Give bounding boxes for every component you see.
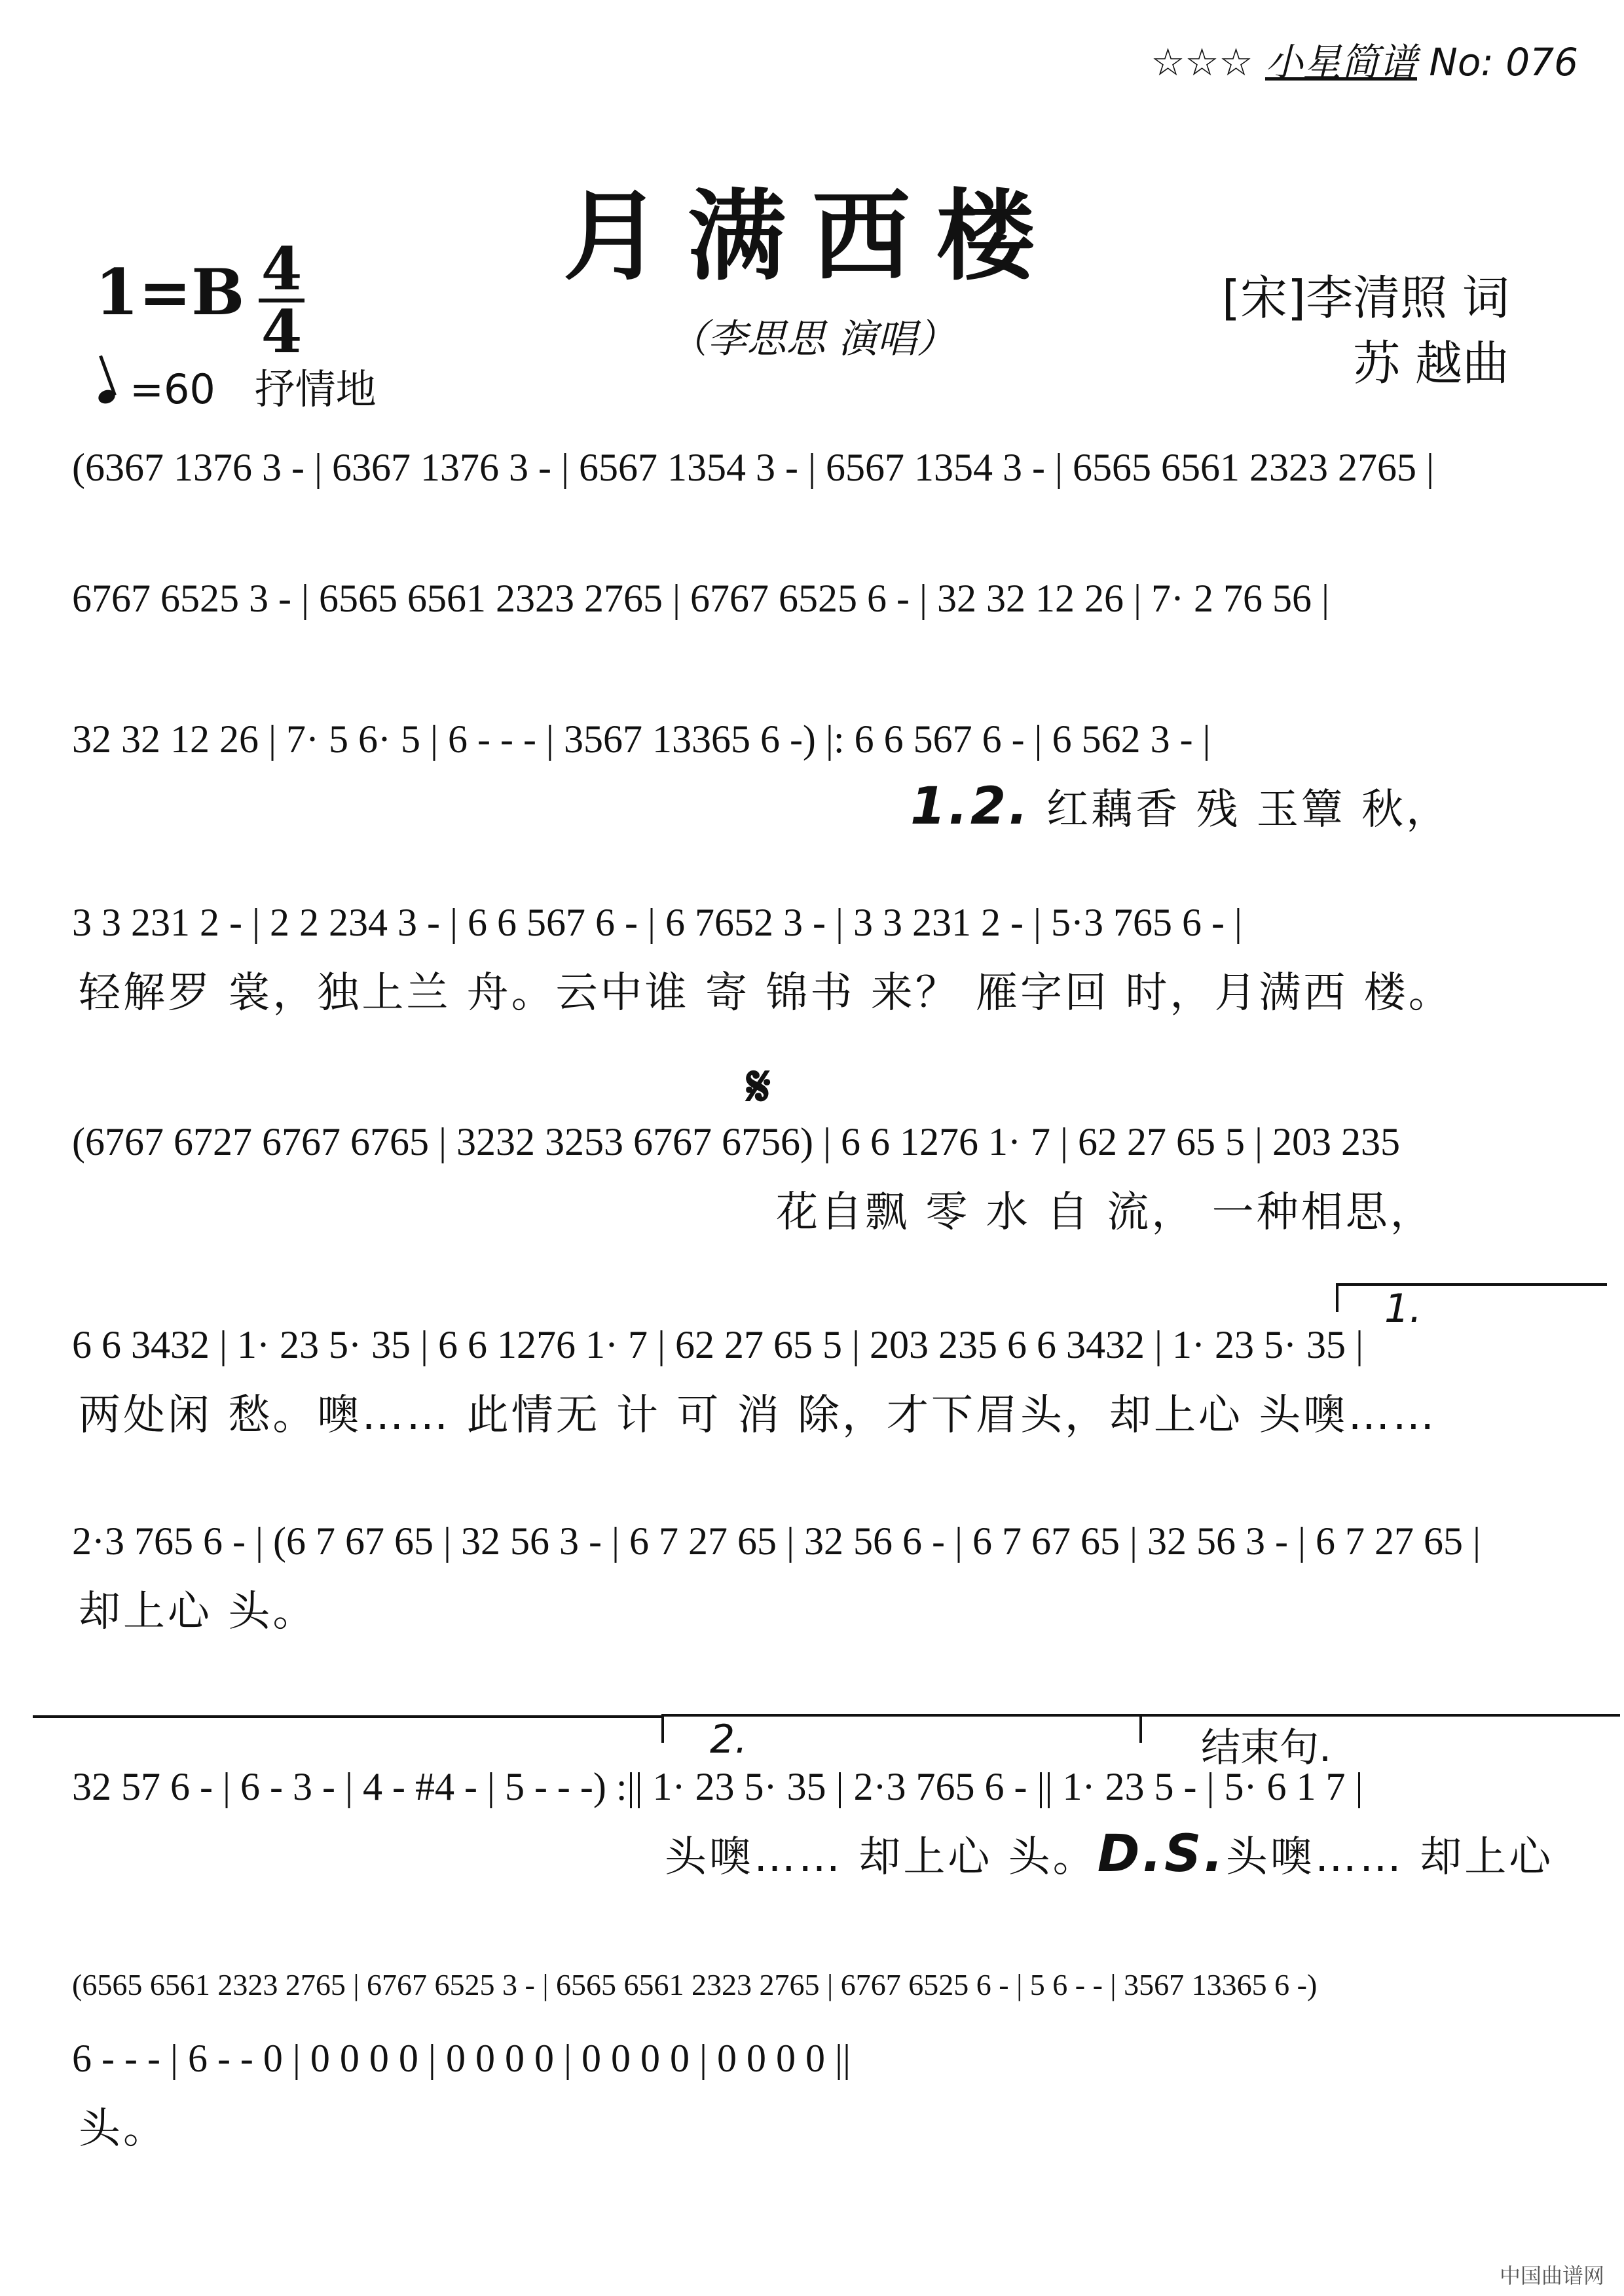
brand-header (1151, 31, 1578, 86)
quarter-note-icon (96, 388, 117, 406)
score-row-3: 32 32 12 26 | 7· 5 6· 5 | 6 - - - | 3567 13365 6 -) |: 6 6 567 6 - | 6 562 3 - | (72, 718, 1211, 761)
lyric-text-3: 红藕香 残 玉簟 秋， (1046, 786, 1451, 834)
lyric-row-5: 花自飘 零 水 自 流， 一种相思， (776, 1188, 1435, 1237)
time-bottom: 4 (261, 297, 303, 367)
lyricist: [宋]李清照 词 (1221, 270, 1509, 325)
site-logo: 中国曲谱网 (1499, 2263, 1604, 2288)
composer: 苏 越曲 (1353, 336, 1509, 391)
score-row-10: 6 - - - | 6 - - 0 | 0 0 0 0 | 0 0 0 0 | 0 0 0 0 | 0 0 0 0 || (72, 2037, 851, 2080)
performer: （李思思 演唱） (668, 316, 956, 362)
time-top: 4 (261, 234, 303, 304)
lyric-row-10: 头。 (79, 2105, 168, 2153)
song-title: 月满西楼 (563, 179, 1061, 294)
score-row-1: (6367 1376 3 - | 6367 1376 3 - | 6567 1354 3 - | 6567 1354 3 - | 6565 6561 2323 2765 | (72, 446, 1434, 489)
brand-number: No: 076 (1417, 40, 1578, 84)
brand-stars: ☆☆☆ (1151, 40, 1265, 84)
key-signature: 1=B (95, 255, 245, 329)
lyric-text-8: 头噢…… 却上心 头。 (665, 1833, 1098, 1882)
volta-1: 1. (1336, 1283, 1607, 1312)
repeat-pass-mark: 1.2. (910, 777, 1031, 836)
lyric-row-3 (910, 776, 1624, 836)
score-row-7: 2·3 765 6 - | (6 7 67 65 | 32 56 3 - | 6 7 27 65 | 32 56 6 - | 6 7 67 65 | 32 56 3 - | 6 7 27 65 | (72, 1520, 1481, 1563)
tempo-marking (98, 357, 377, 415)
expression: 抒情地 (254, 365, 377, 413)
lyric-row-4: 轻解罗 裳，独上兰 舟。云中谁 寄 锦书 来？ 雁字回 时，月满西 楼。 (79, 969, 1453, 1017)
score-row-6: 6 6 3432 | 1· 23 5· 35 | 6 6 1276 1· 7 | 62 27 65 5 | 203 235 6 6 3432 | 1· 23 5· 35 | (72, 1323, 1363, 1366)
ending-label: 结束句. (1139, 1714, 1620, 1743)
volta-2: 2. (661, 1714, 1181, 1743)
lyric-row-8 (665, 1823, 1555, 1884)
lyric-text-8b: 头噢…… 却上心 (1225, 1833, 1554, 1882)
score-row-9: (6565 6561 2323 2765 | 6767 6525 3 - | 6565 6561 2323 2765 | 6767 6525 6 - | 5 6 - - | 3567 13365 6 -) (72, 1968, 1318, 2001)
tempo-value: =60 (130, 365, 215, 413)
score-row-5: (6767 6727 6767 6765 | 3232 3253 6767 6756) | 6 6 1276 1· 7 | 62 27 65 5 | 203 235 (72, 1120, 1400, 1163)
brand-name: 小星简谱 (1264, 40, 1417, 84)
lyric-row-6: 两处闲 愁。噢…… 此情无 计 可 消 除，才下眉头，却上心 头噢…… (79, 1391, 1437, 1440)
segno-icon: 𝄋 (747, 1054, 771, 1120)
score-row-4: 3 3 231 2 - | 2 2 234 3 - | 6 6 567 6 - | 6 7652 3 - | 3 3 231 2 - | 5·3 765 6 - | (72, 901, 1242, 944)
time-signature (259, 234, 304, 367)
dal-segno-mark: D.S. (1097, 1825, 1226, 1884)
lyric-row-7: 却上心 头。 (79, 1588, 318, 1636)
system-line (33, 1715, 661, 1718)
score-row-8: 32 57 6 - | 6 - 3 - | 4 - #4 - | 5 - - -) :|| 1· 23 5· 35 | 2·3 765 6 - || 1· 23 5 - | 5· 6 1 7 | (72, 1765, 1363, 1808)
credits (1222, 265, 1509, 396)
score-row-2: 6767 6525 3 - | 6565 6561 2323 2765 | 6767 6525 6 - | 32 32 12 26 | 7· 2 76 56 | (72, 577, 1329, 620)
